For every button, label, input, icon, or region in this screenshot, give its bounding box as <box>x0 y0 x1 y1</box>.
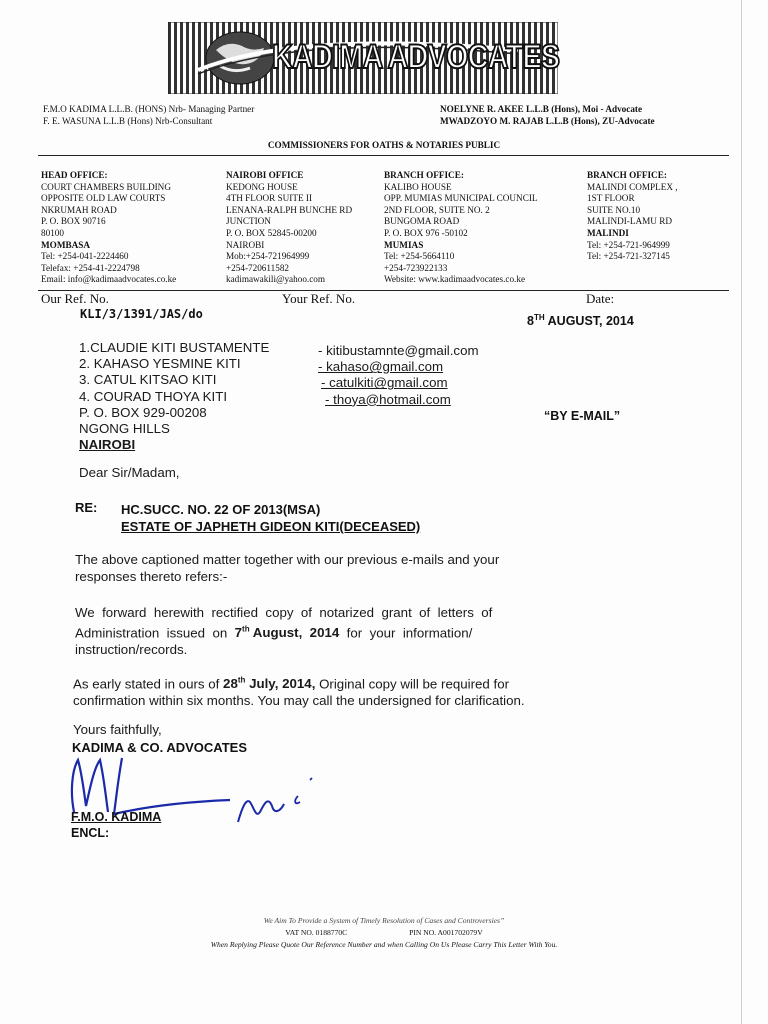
recipient-line: 1.CLAUDIE KITI BUSTAMENTE <box>79 340 270 355</box>
letter-date <box>527 313 634 328</box>
office-line: Email: info@kadimaadvocates.co.ke <box>41 274 177 285</box>
footer-tax <box>0 928 768 937</box>
office-line: SUITE NO.10 <box>587 204 641 215</box>
header-divider <box>38 155 729 156</box>
footer-motto: We Aim To Provide a System of Timely Resolution of Cases and Controversies” <box>263 916 505 925</box>
email-item[interactable]: - thoya@hotmail.com <box>325 391 451 407</box>
recipient-line: NGONG HILLS <box>79 421 170 437</box>
office-line: JUNCTION <box>226 216 271 227</box>
paragraph-line <box>75 621 661 641</box>
date-day: 28 <box>223 676 238 692</box>
by-email-note: “BY E-MAIL” <box>544 409 621 423</box>
email-item[interactable]: - kitibustamnte@gmail.com <box>318 343 479 358</box>
text-run: for your information/ <box>339 625 473 641</box>
enclosure-label: ENCL: <box>71 826 110 840</box>
office-line: Tel: +254-041-2224460 <box>41 251 129 262</box>
partners-left <box>43 104 254 127</box>
office-line: OPPOSITE OLD LAW COURTS <box>41 193 166 204</box>
pin-number: PIN NO. A001702079V <box>409 928 483 937</box>
text-run: As early stated in ours of <box>73 676 224 692</box>
office-head <box>41 170 176 286</box>
office-malindi <box>587 170 678 263</box>
paragraph-line: instruction/records. <box>75 642 188 658</box>
partner-line: NOELYNE R. AKEE L.L.B (Hons), Moi - Advocate <box>440 104 643 114</box>
re-case-number: HC.SUCC. NO. 22 OF 2013(MSA) <box>121 502 321 517</box>
our-ref-label: Our Ref. No. <box>41 291 109 306</box>
office-line: OPP. MUMIAS MUNICIPAL COUNCIL <box>384 193 538 204</box>
office-line: Tel: +254-721-327145 <box>587 251 670 262</box>
email-item[interactable]: - kahaso@gmail.com <box>318 359 444 375</box>
date-suffix: th <box>242 625 250 634</box>
office-line: 2ND FLOOR, SUITE NO. 2 <box>384 204 490 215</box>
commissioners-title: COMMISSIONERS FOR OATHS & NOTARIES PUBLIC <box>267 140 501 150</box>
offices-divider <box>38 290 729 291</box>
signatory-name: F.M.O. KADIMA <box>71 810 162 824</box>
office-line: Website: www.kadimaadvocates.co.ke <box>384 274 526 285</box>
office-line: NKRUMAH ROAD <box>41 204 117 215</box>
firm-signature-name: KADIMA & CO. ADVOCATES <box>72 740 248 755</box>
office-line: 80100 <box>41 227 64 238</box>
office-line: P. O. BOX 90716 <box>41 216 106 227</box>
firm-logo <box>168 22 558 94</box>
office-line: Telefax: +254-41-2224798 <box>41 262 140 273</box>
firm-name: KADIMA ADVOCATES <box>272 38 560 76</box>
vat-number: VAT NO. 0188770C <box>285 928 348 937</box>
our-ref-value: KLI/3/1391/JAS/do <box>80 307 203 321</box>
scan-edge <box>741 0 742 1024</box>
text-run: Original copy will be required for <box>315 676 510 692</box>
office-line: Mob:+254-721964999 <box>226 251 310 262</box>
office-line: LENANA-RALPH BUNCHE RD <box>226 204 353 215</box>
paragraph-1 <box>75 551 620 585</box>
office-line: KALIBO HOUSE <box>384 181 452 192</box>
office-line: BUNGOMA ROAD <box>384 216 460 227</box>
your-ref-label: Your Ref. No. <box>282 291 356 306</box>
footer-note: When Replying Please Quote Our Reference Number and when Calling On Us Please Carry This Letter With You. <box>210 940 558 949</box>
re-estate: ESTATE OF JAPHETH GIDEON KITI(DECEASED) <box>121 519 421 534</box>
office-line: NAIROBI <box>226 239 265 250</box>
paragraph-line: The above captioned matter together with our previous e-mails and your <box>75 552 500 567</box>
closing: Yours faithfully, <box>73 722 162 737</box>
partner-line: MWADZOYO M. RAJAB L.L.B (Hons), ZU-Advocate <box>440 115 655 126</box>
paragraph-line <box>73 672 663 692</box>
office-line: P. O. BOX 976 -50102 <box>384 227 468 238</box>
office-line: +254-723922133 <box>384 262 448 273</box>
partner-line: F. E. WASUNA L.L.B (Hons) Nrb-Consultant <box>43 115 213 126</box>
office-line: +254-720611582 <box>226 262 290 273</box>
office-line: P. O. BOX 52845-00200 <box>226 227 317 238</box>
date-day: 8 <box>527 314 534 329</box>
office-line: MALINDI-LAMU RD <box>587 216 672 227</box>
paragraph-line: responses thereto refers:- <box>75 569 228 584</box>
office-line: 4TH FLOOR SUITE II <box>226 193 312 204</box>
office-heading: BRANCH OFFICE: <box>384 170 464 180</box>
salutation: Dear Sir/Madam, <box>79 465 180 480</box>
date-day: 7 <box>234 625 243 641</box>
text-run: Administration issued on <box>75 625 235 641</box>
office-nairobi <box>226 170 352 286</box>
paragraph-line: confirmation within six months. You may call the undersigned for clarification. <box>73 693 525 709</box>
paragraph-3 <box>73 672 663 709</box>
office-line: MALINDI <box>587 227 629 238</box>
office-line: Tel: +254-721-964999 <box>587 239 670 250</box>
recipient-line: 2. KAHASO YESMINE KITI <box>79 356 241 372</box>
partner-line: F.M.O KADIMA L.L.B. (HONS) Nrb- Managing Partner <box>43 104 255 114</box>
recipient-city: NAIROBI <box>79 437 136 453</box>
office-line: KEDONG HOUSE <box>226 181 298 192</box>
date-rest: August, 2014 <box>249 625 340 641</box>
office-line: MOMBASA <box>41 239 90 250</box>
office-line: 1ST FLOOR <box>587 193 635 204</box>
recipient-line: P. O. BOX 929-00208 <box>79 404 207 420</box>
office-line: MUMIAS <box>384 239 424 250</box>
office-heading: BRANCH OFFICE: <box>587 170 667 180</box>
date-rest: July, 2014, <box>245 676 316 692</box>
date-rest: AUGUST, 2014 <box>544 314 634 329</box>
date-suffix: th <box>237 676 246 685</box>
partners-right <box>440 104 655 127</box>
paragraph-2 <box>75 604 661 658</box>
email-item[interactable]: - catulkiti@gmail.com <box>321 375 448 391</box>
recipient-line: 4. COURAD THOYA KITI <box>79 388 228 404</box>
recipient-block <box>79 340 269 453</box>
office-heading: NAIROBI OFFICE <box>226 170 304 180</box>
re-subject <box>121 501 420 535</box>
office-line: COURT CHAMBERS BUILDING <box>41 181 171 192</box>
office-line: MALINDI COMPLEX , <box>587 181 678 192</box>
paragraph-line: We forward herewith rectified copy of notarized grant of letters of <box>75 605 493 620</box>
email-list <box>318 343 479 408</box>
re-label: RE: <box>75 500 98 515</box>
office-line: kadimawakili@yahoo.com <box>226 274 326 285</box>
recipient-line: 3. CATUL KITSAO KITI <box>79 372 217 388</box>
office-heading: HEAD OFFICE: <box>41 170 108 180</box>
office-mumias <box>384 170 538 286</box>
date-suffix: TH <box>533 313 545 322</box>
date-label: Date: <box>586 291 615 306</box>
office-line: Tel: +254-5664110 <box>384 251 455 262</box>
